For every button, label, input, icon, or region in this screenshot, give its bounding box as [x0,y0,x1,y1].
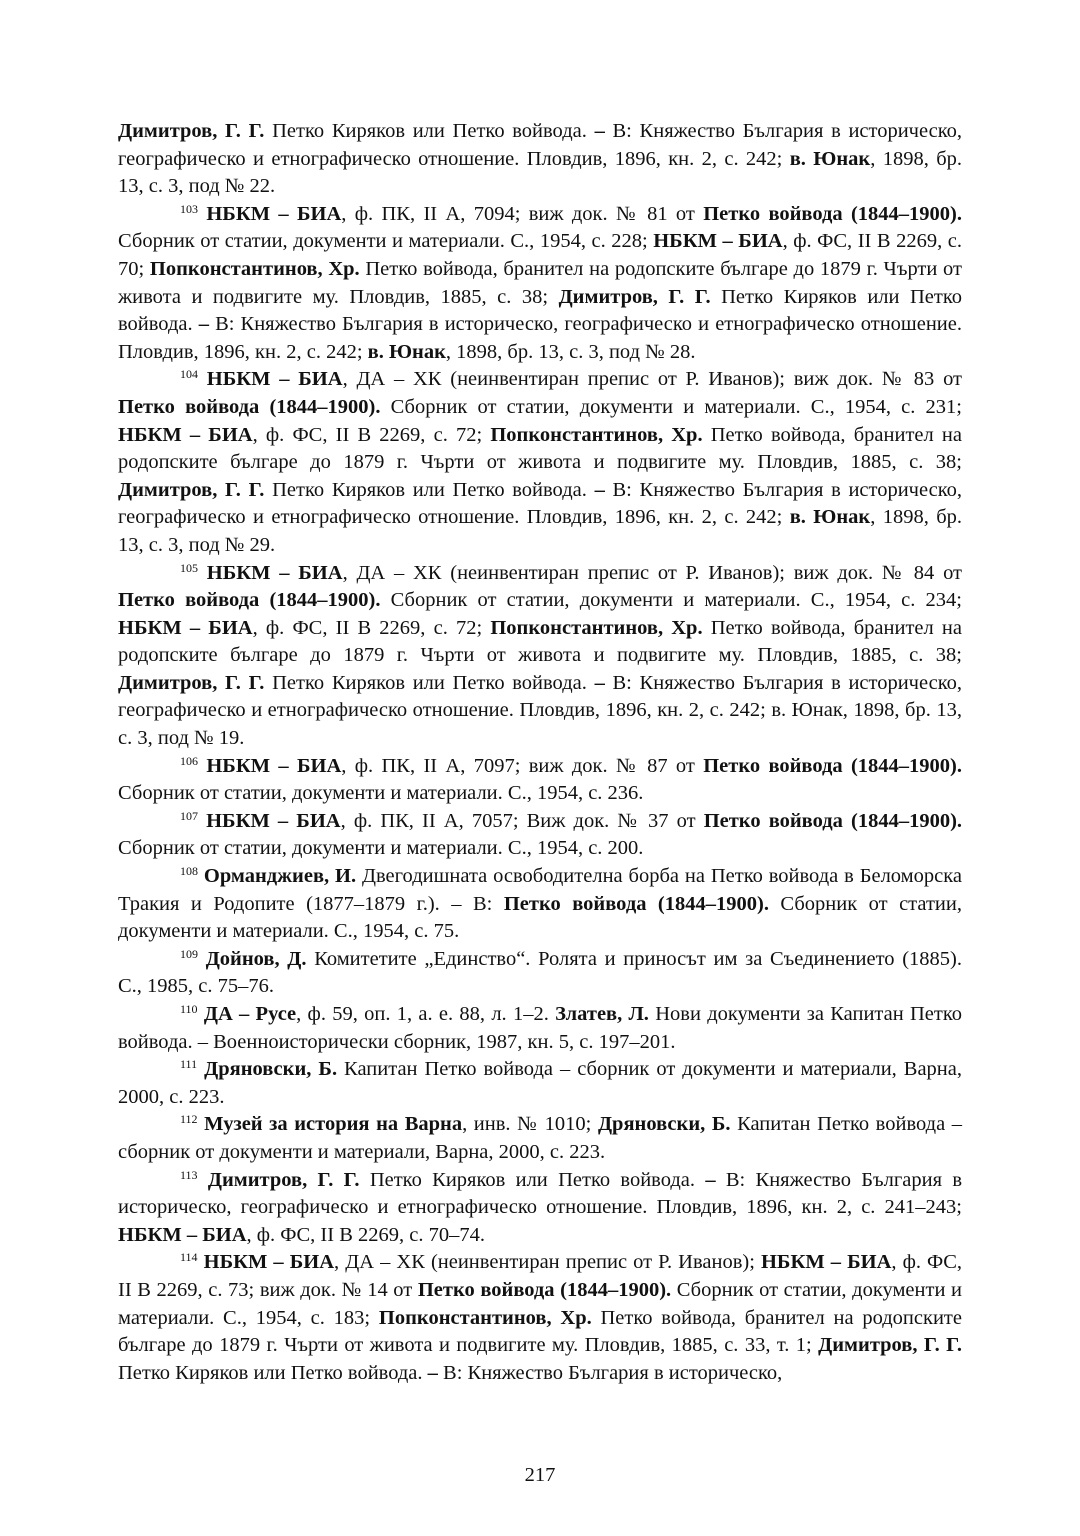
fn-text-bold: НБКМ – БИА [203,1251,335,1274]
footnote-104 [118,366,962,559]
footnote-106 [118,753,962,808]
footnote-113 [118,1167,962,1250]
fn-text-bold: в. Юнак [789,506,871,529]
fn-text: , ф. ПК, II А, 7097; виж док. № 87 от [341,754,704,777]
fn-text: , ф. ФС, II В 2269, с. 72; [252,423,491,446]
footnote-continuation [118,118,962,201]
fn-text-bold: НБКМ – БИА [118,1223,247,1246]
fn-text-bold: Петко войвода (1844–1900). [417,1278,672,1301]
fn-text-bold: Димитров, Г. Г. [118,120,265,142]
footnote-107 [118,808,962,863]
footnote-number: 109 [180,946,198,961]
fn-text-bold: – [427,1361,438,1384]
fn-text: , инв. № 1010; [462,1113,598,1136]
fn-text: , ДА – ХК (неинвентиран препис от Р. Иванов); виж док. № 83 от [342,368,963,391]
fn-text: Петко Киряков или Петко войвода. [118,1361,428,1384]
footnote-number: 111 [180,1057,198,1072]
fn-text: , ф. ФС, II В 2269, с. 73; виж док. № 14 от [118,1251,963,1301]
fn-text-bold: – [594,120,605,142]
footnote-number: 114 [180,1250,198,1265]
fn-text: , 1898, бр. 13, с. 3, под № 29. [118,506,963,556]
footnotes-block [118,118,962,1387]
fn-text-bold: НБКМ – БИА [206,561,343,584]
footnote-number: 103 [180,201,198,216]
fn-text: , 1898, бр. 13, с. 3, под № 22. [118,147,963,198]
footnote-114 [118,1249,962,1387]
fn-text: Сборник от статии, документи и материали. С., 1954, с. 231; [380,395,962,418]
fn-text: , ф. 59, оп. 1, а. е. 88, л. 1–2. [296,1003,556,1025]
fn-text: , ф. ФС, II В 2269, с. 70; [118,230,962,280]
fn-text: Сборник от статии, документи и материали. С., 1954, с. 200. [118,837,644,860]
fn-text-bold: Дряновски, Б. [597,1113,731,1136]
fn-text: Сборник от статии, документи и материали. С., 1954, с. 234; [380,589,962,612]
fn-text-bold: – [705,1168,716,1191]
fn-text-bold: НБКМ – БИА [206,368,343,391]
fn-text-bold: Димитров, Г. Г. [818,1334,962,1357]
footnote-number: 113 [180,1167,198,1182]
fn-text: Петко войвода, бранител на родопските българе до 1879 г. Чърти от живота и подвигите му. Пловдив, 1885, с. 33, т. 1; [118,1306,962,1357]
fn-text: Петко войвода, бранител на родопските българе до 1879 г. Чърти от живота и подвигите му. Пловдив, 1885, с. 38; [118,423,962,474]
fn-text-bold: в. Юнак [789,147,871,170]
fn-text: Петко Киряков или Петко войвода. [118,285,963,336]
fn-text: Петко войвода, бранител на родопските българе до 1879 г. Чърти от живота и подвигите му. Пловдив, 1885, с. 38; [118,616,962,667]
fn-text-bold: НБКМ – БИА [206,202,342,225]
footnote-108 [118,863,962,946]
fn-text-bold: в. Юнак [367,340,446,363]
fn-text-bold: Петко войвода (1844–1900). [503,892,769,915]
fn-text: Нови документи за Капитан Петко войвода. – Военноисторически сборник, 1987, кн. 5, с. 197–201. [118,1003,963,1053]
fn-text: Петко Киряков или Петко войвода. [264,120,595,142]
footnote-number: 107 [180,808,198,823]
fn-text-bold: Дойнов, Д. [205,947,307,970]
fn-text: В: Княжество България в историческо, географическо и етнографическо отношение. Пловдив, 1896, кн. 2, с. 242; [118,313,962,363]
fn-text: , ДА – ХК (неинвентиран препис от Р. Иванов); [334,1251,761,1274]
fn-text: Петко Киряков или Петко войвода. [264,671,595,694]
fn-text-bold: НБКМ – БИА [206,754,342,777]
fn-text: , 1898, бр. 13, с. 3, под № 28. [445,340,696,363]
fn-text-bold: НБКМ – БИА [118,423,253,446]
fn-text-bold: Петко войвода (1844–1900). [703,809,963,832]
fn-text-bold: Златев, Л. [555,1003,649,1025]
fn-text: Двегодишната освободителна борба на Петко войвода в Беломорска Тракия и Родопите (1877–1879 г.). – В: [118,865,962,915]
fn-text: Сборник от статии, документи и материали. С., 1954, с. 183; [118,1278,962,1329]
fn-text: Капитан Петко войвода – сборник от документи и материали, Варна, 2000, с. 223. [118,1113,962,1163]
fn-text-bold: НБКМ – БИА [760,1251,892,1274]
fn-text: , ДА – ХК (неинвентиран препис от Р. Иванов); виж док. № 84 от [342,561,963,584]
fn-text-bold: – [594,671,605,694]
footnote-112 [118,1111,962,1166]
fn-text-bold: ДА – Русе [203,1003,297,1025]
fn-text: Комитетите „Единство“. Ролята и приносът им за Съединението (1885). С., 1985, с. 75–76. [118,947,962,998]
fn-text-bold: – [198,313,209,336]
footnote-number: 105 [180,560,198,575]
fn-text-bold: НБКМ – БИА [206,809,341,832]
fn-text-bold: Димитров, Г. Г. [558,285,711,308]
fn-text: В: Княжество България в историческо, [437,1361,783,1384]
footnote-111 [118,1056,962,1111]
fn-text: Сборник от статии, документи и материали. С., 1954, с. 236. [118,782,644,805]
fn-text: , ф. ФС, II В 2269, с. 70–74. [246,1223,485,1246]
fn-text: , ф. ПК, II А, 7057; Виж док. № 37 от [340,809,704,832]
fn-text: В: Княжество България в историческо, географическо и етнографическо отношение. Пловдив, 1896, кн. 2, с. 242; в. Юнак, 1898, бр. 13, с. 3, под № 19. [118,671,962,750]
fn-text: , ф. ПК, II А, 7094; виж док. № 81 от [341,202,704,225]
fn-text-bold: Попконстантинов, Хр. [490,423,703,446]
fn-text: Капитан Петко войвода – сборник от документи и материали, Варна, 2000, с. 223. [118,1058,962,1108]
footnote-number: 108 [180,864,198,879]
fn-text: Петко войвода, бранител на родопските българе до 1879 г. Чърти от живота и подвигите му. Пловдив, 1885, с. 38; [118,257,962,308]
fn-text: Петко Киряков или Петко войвода. [264,478,595,501]
footnote-103 [118,201,962,367]
fn-text: В: Княжество България в историческо, географическо и етнографическо отношение. Пловдив, 1896, кн. 2, с. 242; [118,120,962,170]
fn-text-bold: Орманджиев, И. [203,865,357,888]
fn-text-bold: – [594,478,605,501]
page-number: 217 [524,1464,556,1486]
footnote-110 [118,1001,962,1056]
fn-text-bold: Попконстантинов, Хр. [490,616,703,639]
footnote-105 [118,560,962,753]
footnote-number: 104 [180,367,198,382]
fn-text: Сборник от статии, документи и материали. С., 1954, с. 228; [118,230,654,253]
fn-text-bold: Петко войвода (1844–1900). [703,754,963,777]
fn-text-bold: Петко войвода (1844–1900). [703,202,963,225]
fn-text: В: Княжество България в историческо, географическо и етнографическо отношение. Пловдив, 1896, кн. 2, с. 241–243; [118,1168,962,1219]
fn-text-bold: Попконстантинов, Хр. [378,1306,592,1329]
fn-text: Петко Киряков или Петко войвода. [359,1168,706,1191]
footnote-number: 106 [180,753,198,768]
fn-text-bold: НБКМ – БИА [653,230,783,253]
fn-text-bold: Димитров, Г. Г. [207,1168,360,1191]
footnote-number: 112 [180,1112,198,1127]
fn-text-bold: НБКМ – БИА [118,616,253,639]
fn-text-bold: Димитров, Г. Г. [118,478,265,501]
fn-text-bold: Димитров, Г. Г. [118,671,265,694]
fn-text-bold: Дряновски, Б. [204,1058,338,1081]
fn-text-bold: Попконстантинов, Хр. [149,257,360,280]
fn-text: , ф. ФС, II В 2269, с. 72; [252,616,491,639]
fn-text-bold: Петко войвода (1844–1900). [118,589,381,612]
fn-text-bold: Петко войвода (1844–1900). [118,395,381,418]
fn-text: Сборник от статии, документи и материали. С., 1954, с. 75. [118,892,962,943]
footnote-109 [118,946,962,1001]
fn-text-bold: Музей за история на Варна [204,1113,463,1136]
fn-text: В: Княжество България в историческо, географическо и етнографическо отношение. Пловдив, 1896, кн. 2, с. 242; [118,478,962,529]
footnote-number: 110 [180,1002,198,1016]
